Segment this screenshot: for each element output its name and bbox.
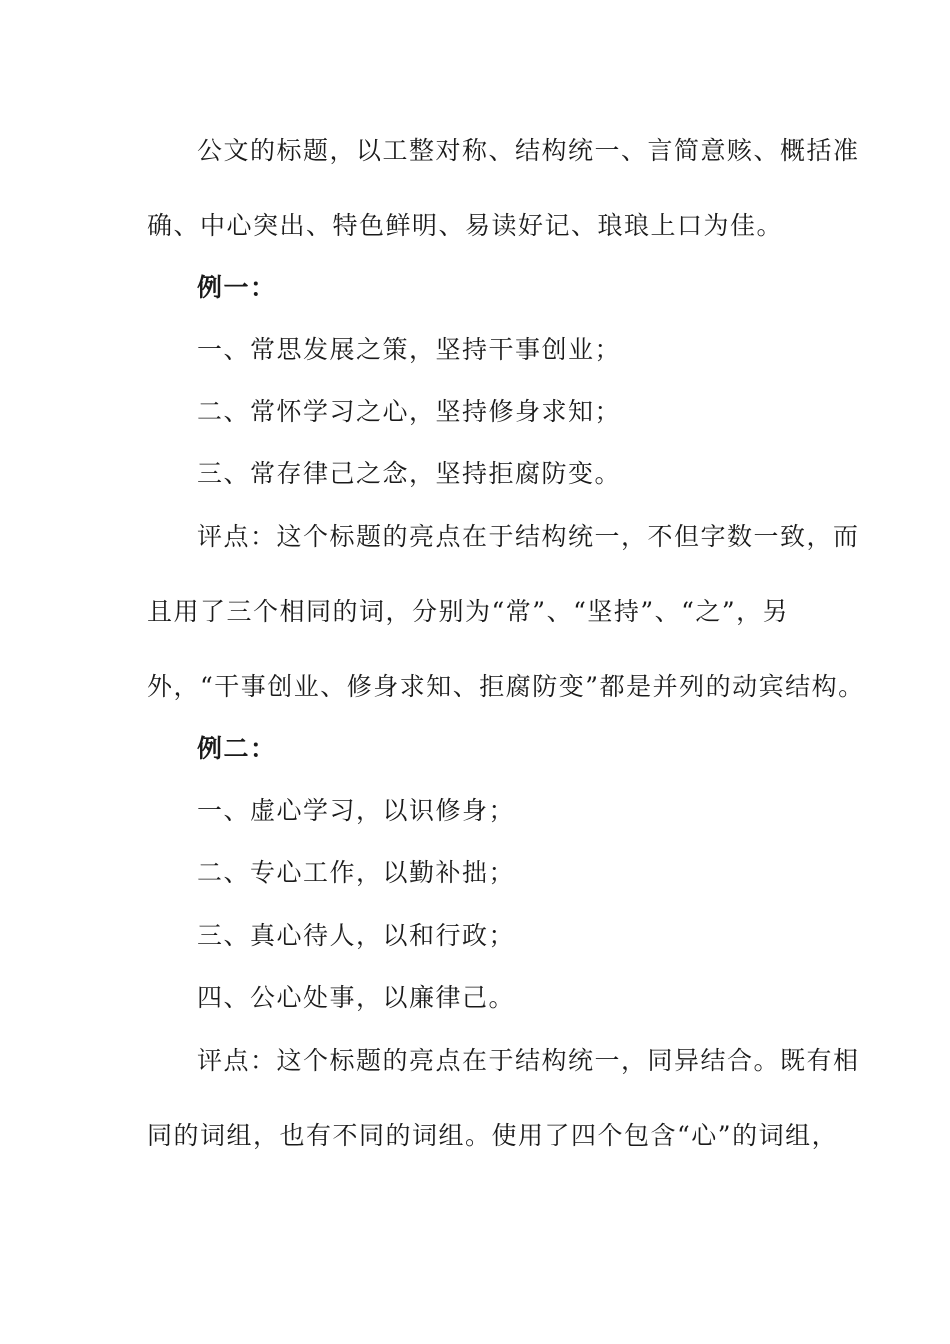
comment-one-line-3: 外，“干事创业、修身求知、拒腐防变”都是并列的动宾结构。	[147, 672, 865, 701]
example-one-item-2: 二、常怀学习之心，坚持修身求知；	[197, 397, 622, 426]
comment-two-line-2: 同的词组，也有不同的词组。使用了四个包含“心”的词组，	[147, 1121, 839, 1150]
paragraph-intro-line-2: 确、中心突出、特色鲜明、易读好记、琅琅上口为佳。	[147, 211, 784, 240]
example-two-item-1: 一、虚心学习，以识修身；	[197, 796, 516, 825]
example-two-item-4: 四、公心处事，以廉律己。	[197, 983, 516, 1012]
example-two-item-3: 三、真心待人，以和行政；	[197, 921, 516, 950]
comment-one-line-2: 且用了三个相同的词，分别为“常”、“坚持”、“之”，另	[147, 597, 790, 626]
comment-one-line-1: 评点：这个标题的亮点在于结构统一，不但字数一致，而	[197, 522, 860, 551]
example-two-heading: 例二：	[197, 734, 277, 763]
example-one-heading: 例一：	[197, 273, 277, 302]
paragraph-intro-line-1: 公文的标题，以工整对称、结构统一、言简意赅、概括准	[197, 136, 860, 165]
example-one-item-3: 三、常存律己之念，坚持拒腐防变。	[197, 459, 622, 488]
comment-two-line-1: 评点：这个标题的亮点在于结构统一，同异结合。既有相	[197, 1046, 860, 1075]
example-two-item-2: 二、专心工作，以勤补拙；	[197, 858, 516, 887]
example-one-item-1: 一、常思发展之策，坚持干事创业；	[197, 335, 622, 364]
